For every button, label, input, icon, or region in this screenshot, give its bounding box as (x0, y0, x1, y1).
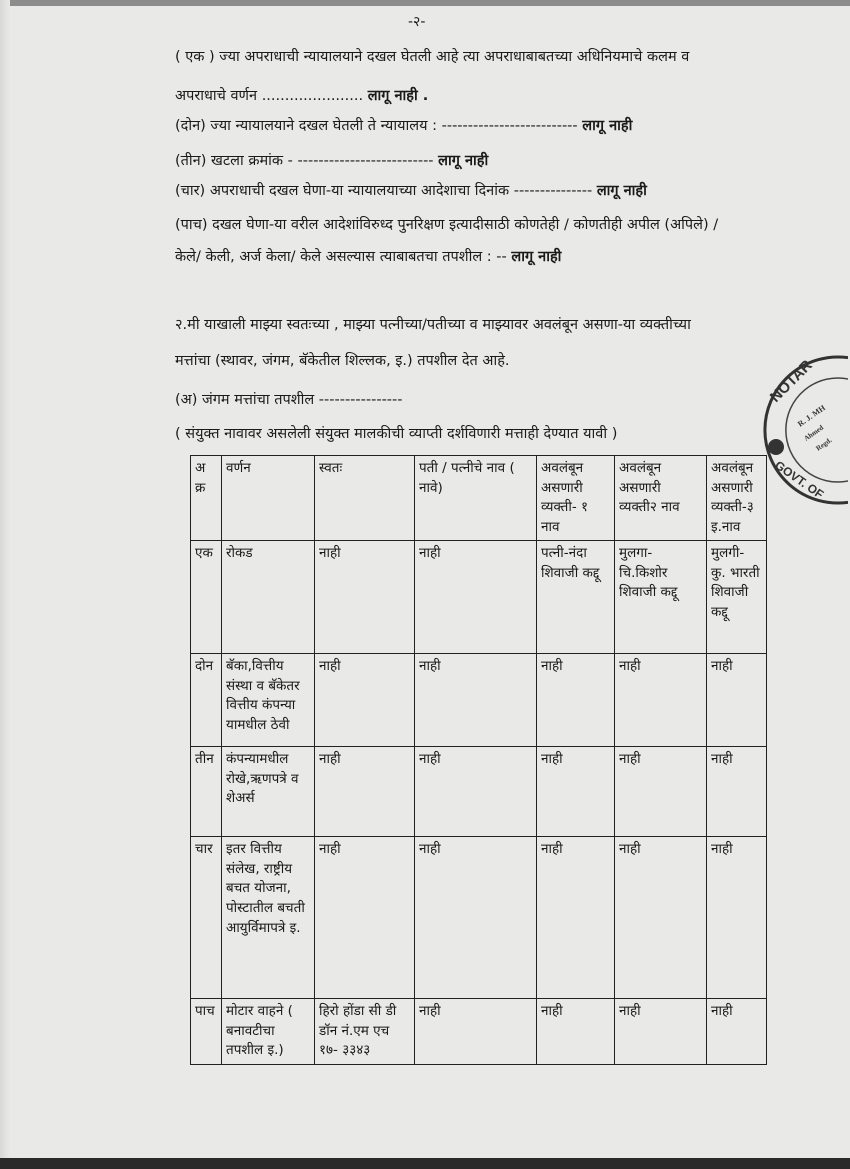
cell: नाही (537, 747, 615, 837)
cell: नाही (415, 541, 537, 654)
cell: दोन (191, 654, 222, 747)
cell: नाही (615, 747, 707, 837)
cell: नाही (537, 654, 615, 747)
section2-line-2: मत्तांचा (स्थावर, जंगम, बॅकेतील शिल्लक, इ.) तपशील देत आहे. (175, 353, 510, 369)
label: (दोन) ज्या न्यायालयाने दखल घेतली ते न्यायालय : -------------------------- (175, 118, 578, 134)
cell: नाही (615, 837, 707, 999)
cell: रोकड (222, 541, 315, 654)
scan-top-edge (0, 0, 850, 6)
cell: नाही (415, 999, 537, 1065)
cell: नाही (707, 837, 767, 999)
table-row (191, 999, 767, 1065)
cell: नाही (315, 654, 415, 747)
intro-line-5 (175, 182, 785, 201)
scan-left-edge (0, 0, 10, 1169)
header-cell: पती / पत्नीचे नाव ( नावे) (415, 456, 537, 541)
cell: हिरो होंडा सी डी डॉन नं.एम एच १७- ३३४३ (315, 999, 415, 1065)
cell: नाही (315, 541, 415, 654)
cell: नाही (315, 747, 415, 837)
intro-line-2 (175, 87, 785, 106)
cell: पत्नी-नंदा शिवाजी कद्दू (537, 541, 615, 654)
stamp-top-text: NOTAR (766, 356, 816, 406)
cell: मोटार वाहने ( बनावटीचा तपशील इ.) (222, 999, 315, 1065)
cell: इतर वित्तीय संलेख, राष्ट्रीय बचत योजना, पोस्टातील बचती आयुर्विमापत्रे इ. (222, 837, 315, 999)
value: लागू नाही (596, 183, 647, 199)
intro-line-1: ( एक ) ज्या अपराधाची न्यायालयाने दखल घेतली आहे त्या अपराधाबाबतच्या अधिनियमाचे कलम व (175, 49, 690, 65)
cell: तीन (191, 747, 222, 837)
header-cell: अवलंबून असणारी व्यक्ती-३ इ.नाव (707, 456, 767, 541)
cell: नाही (707, 654, 767, 747)
header-cell: अवलंबून असणारी व्यक्ती२ नाव (615, 456, 707, 541)
scan-bottom-edge (0, 1158, 850, 1169)
header-cell: वर्णन (222, 456, 315, 541)
table-row (191, 654, 767, 747)
header-cell: अवलंबून असणारी व्यक्ती- १ नाव (537, 456, 615, 541)
cell: नाही (615, 999, 707, 1065)
intro-line-3 (175, 117, 785, 136)
value: लागू नाही (438, 153, 489, 169)
stamp-inner-text: Regd. (814, 436, 834, 453)
cell: नाही (707, 999, 767, 1065)
cell: नाही (315, 837, 415, 999)
label: अपराधाचे वर्णन ...................... (175, 88, 364, 104)
cell: बॅका,वित्तीय संस्था व बॅकेतर वित्तीय कंपन्या यामधील ठेवी (222, 654, 315, 747)
value: लागू नाही (511, 249, 562, 265)
cell: मुलगा- चि.किशोर शिवाजी कद्दू (615, 541, 707, 654)
header-cell: स्वतः (315, 456, 415, 541)
table-row (191, 837, 767, 999)
cell: नाही (537, 837, 615, 999)
cell: एक (191, 541, 222, 654)
cell: नाही (415, 747, 537, 837)
cell: नाही (615, 654, 707, 747)
intro-line-4 (175, 152, 785, 171)
stamp-bottom-text: GOVT. OF (772, 457, 827, 502)
table-header-row (191, 456, 767, 541)
cell: चार (191, 837, 222, 999)
cell: नाही (415, 654, 537, 747)
header-cell: अ क्र (191, 456, 222, 541)
cell: नाही (537, 999, 615, 1065)
value: लागू नाही . (367, 88, 429, 104)
table-row (191, 747, 767, 837)
cell: नाही (707, 747, 767, 837)
cell: नाही (415, 837, 537, 999)
cell: मुलगी- कु. भारती शिवाजी कद्दू (707, 541, 767, 654)
label: (तीन) खटला क्रमांक - -------------------------- (175, 153, 434, 169)
label: (चार) अपराधाची दखल घेणा-या न्यायालयाच्या आदेशाचा दिनांक --------------- (175, 183, 593, 199)
label: केले/ केली, अर्ज केला/ केले असल्यास त्याबाबतचा तपशील : -- (175, 249, 507, 265)
table-row (191, 541, 767, 654)
stamp-dot (768, 439, 784, 455)
notary-stamp (762, 355, 848, 505)
section2-note: ( संयुक्त नावावर असलेली संयुक्त मालकीची व्याप्ती दर्शविणारी मत्ताही देण्यात यावी ) (175, 426, 618, 442)
cell: कंपन्यामधील रोखे,ऋणपत्रे व शेअर्स (222, 747, 315, 837)
section2-subheading: (अ) जंगम मत्तांचा तपशील ---------------- (175, 392, 403, 408)
stamp-inner-text: R. J. MH (795, 403, 828, 429)
cell: पाच (191, 999, 222, 1065)
stamp-inner-text: Ahmed (802, 423, 825, 443)
section2-line-1: २.मी याखाली माझ्या स्वतःच्या , माझ्या पत्नीच्या/पतीच्या व माझ्यावर अवलंबून असणा-या व्यक्तीच्या (175, 317, 691, 333)
page-number: -२- (408, 14, 426, 30)
value: लागू नाही (582, 118, 633, 134)
intro-line-7 (175, 248, 785, 267)
intro-line-6: (पाच) दखल घेणा-या वरील आदेशांविरुध्द पुनरिक्षण इत्यादीसाठी कोणतेही / कोणतीही अपील (अपिले) / (175, 217, 719, 233)
movable-assets-table (190, 455, 767, 1065)
